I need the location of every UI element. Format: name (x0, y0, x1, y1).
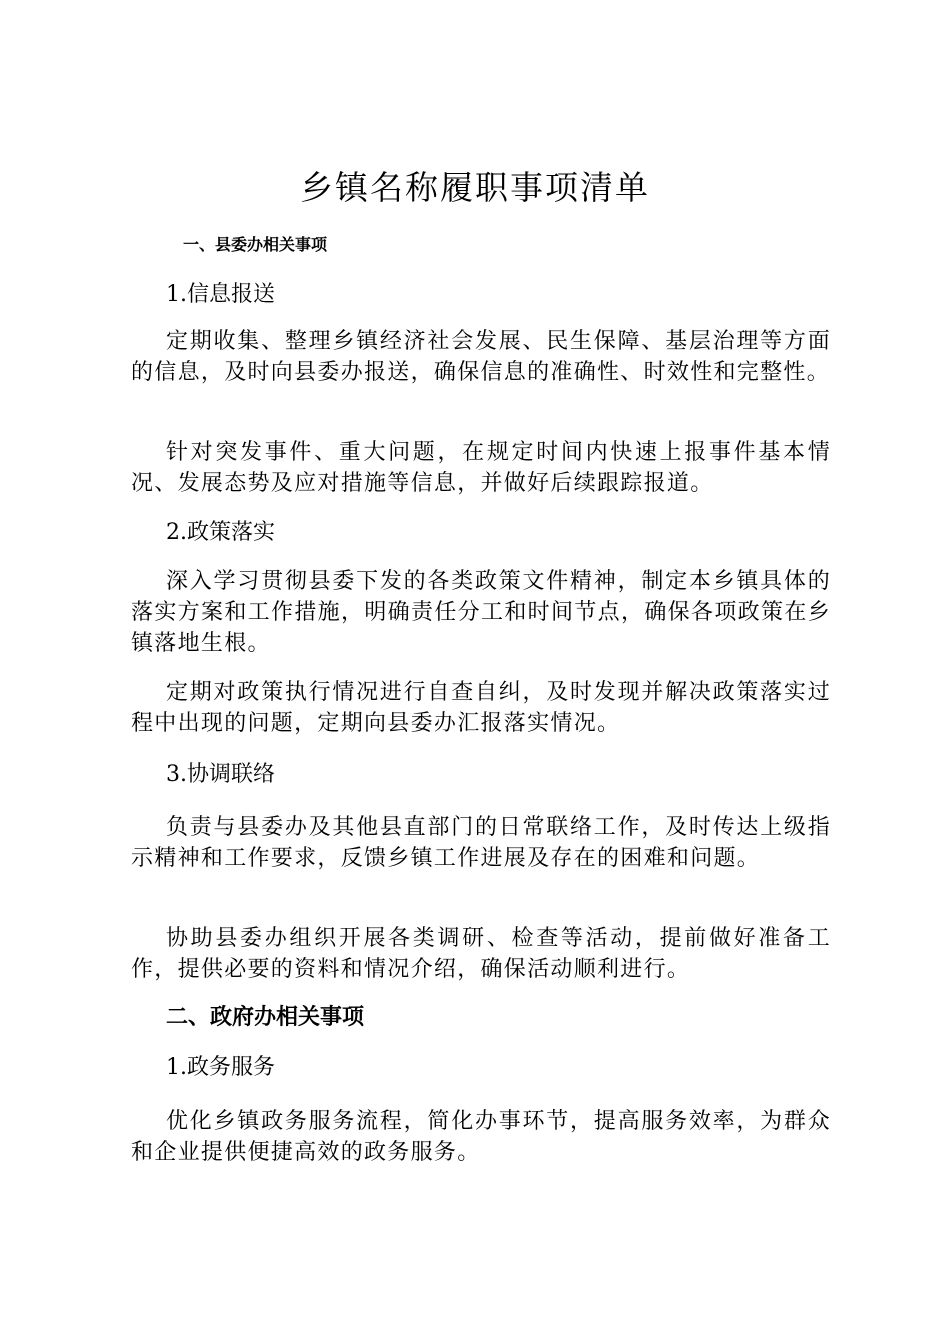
section-heading-county-party-office: 一、县委办相关事项 (183, 235, 328, 254)
item-heading-government-services: 1.政务服务 (166, 1055, 275, 1080)
paragraph: 定期对政策执行情况进行自查自纠，及时发现并解决政策落实过程中出现的问题，定期向县委办汇报落实情况。 (131, 680, 831, 736)
document-title: 乡镇名称履职事项清单 (300, 168, 650, 207)
paragraph: 针对突发事件、重大问题，在规定时间内快速上报事件基本情况、发展态势及应对措施等信息，并做好后续跟踪报道。 (131, 440, 831, 496)
item-heading-policy-implementation: 2.政策落实 (166, 520, 275, 545)
paragraph: 定期收集、整理乡镇经济社会发展、民生保障、基层治理等方面的信息，及时向县委办报送，确保信息的准确性、时效性和完整性。 (131, 329, 831, 385)
item-heading-coordination-liaison: 3.协调联络 (166, 762, 275, 787)
item-heading-information-reporting: 1.信息报送 (166, 282, 275, 307)
section-heading-government-office: 二、政府办相关事项 (166, 1004, 365, 1030)
paragraph: 深入学习贯彻县委下发的各类政策文件精神，制定本乡镇具体的落实方案和工作措施，明确责任分工和时间节点，确保各项政策在乡镇落地生根。 (131, 569, 831, 656)
paragraph: 协助县委办组织开展各类调研、检查等活动，提前做好准备工作，提供必要的资料和情况介绍，确保活动顺利进行。 (131, 926, 831, 982)
paragraph: 优化乡镇政务服务流程，简化办事环节，提高服务效率，为群众和企业提供便捷高效的政务服务。 (131, 1109, 831, 1165)
paragraph: 负责与县委办及其他县直部门的日常联络工作，及时传达上级指示精神和工作要求，反馈乡镇工作进展及存在的困难和问题。 (131, 815, 831, 871)
